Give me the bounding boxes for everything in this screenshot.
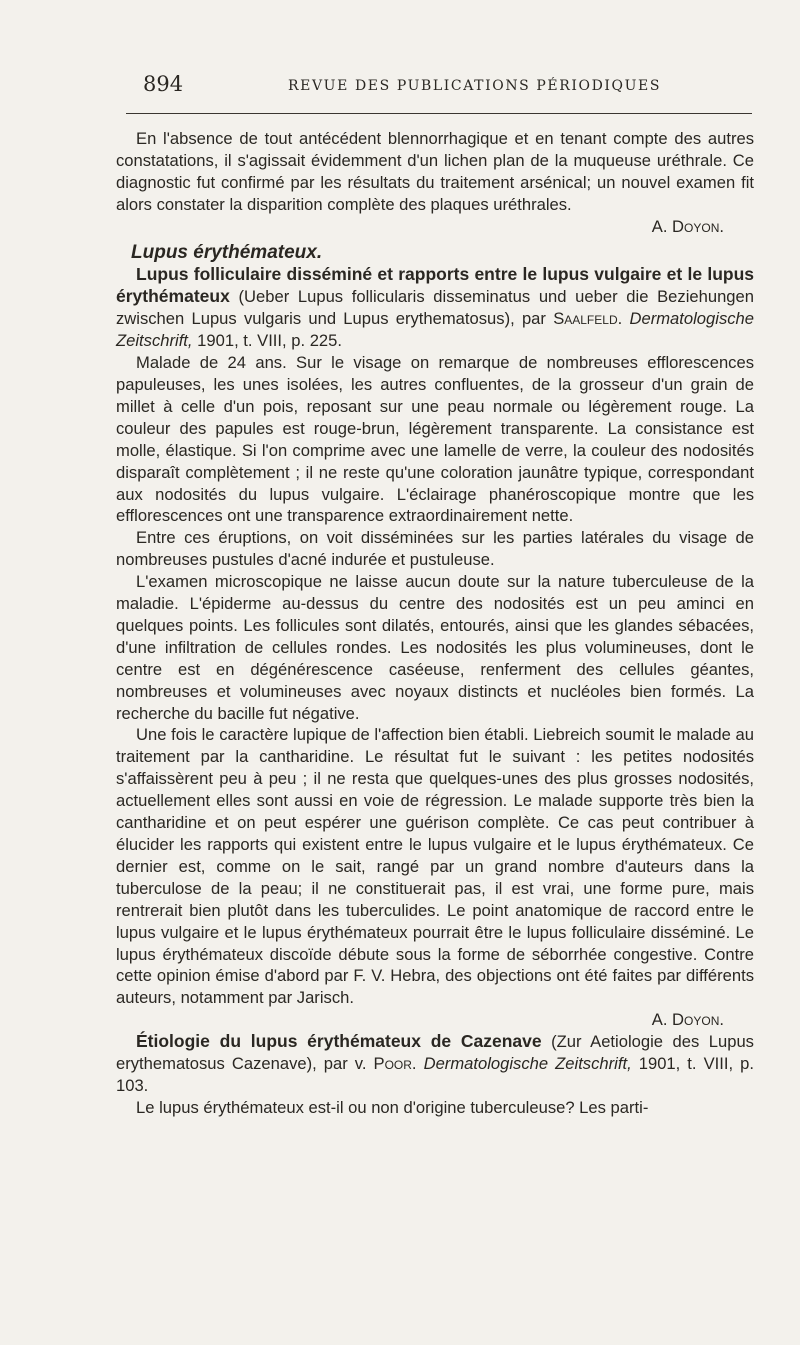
journal-name: Dermatologische Zeitschrift, xyxy=(423,1054,632,1074)
journal-name: Dermatologische Zeitschrift, xyxy=(116,309,754,351)
header-rule xyxy=(126,113,752,114)
body-text xyxy=(116,128,754,1119)
reference-details: 1901, t. VIII, p. 103. xyxy=(116,1054,754,1095)
paragraph: Une fois le caractère lupique de l'affection bien établi. Liebreich soumit le malade au traitement par la cantharidine. Le résultat fut le suivant : les petites nodosités s'affaissèrent peu à peu ; il ne resta que quelques-unes des plus grosses nodosités, actuellement elles sont aussi en voie de régression. Le malade supporte très bien la cantharidine et on peut espérer une guérison complète. Ce cas peut contribuer à élucider les rapports qui existent entre le lupus vulgaire et le lupus érythémateux. Ce dernier est, comme on le sait, rangé par un grand nombre d'auteurs dans la tuberculose de la peau; il ne constituerait pas, il est vrai, une forme pure, mais rentrerait bien plutôt dans les tuberculides. Le point anatomique de raccord entre le lupus vulgaire et le lupus érythémateux pourrait être le lupus folliculaire disséminé. Le lupus érythémateux discoïde débute sous la forme de séborrhée congestive. Contre cette opinion émise d'abord par F. V. Hebra, des objections ont été faites par différents auteurs, notamment par Jarisch. xyxy=(116,725,754,1008)
author-name: Saalfeld. xyxy=(553,309,623,329)
page-number: 894 xyxy=(143,72,184,96)
article-title: Étiologie du lupus érythémateux de Cazenave xyxy=(136,1031,542,1052)
paragraph: Malade de 24 ans. Sur le visage on remarque de nombreuses efflorescences papuleuses, les unes isolées, les autres confluentes, de la grosseur d'un grain de millet à celle d'un pois, reposant sur une peau normale ou légèrement rouge. La couleur des papules est rouge-brun, légèrement transparente. La consistance est molle, élastique. Si l'on comprime avec une lamelle de verre, la couleur des nodosités disparaît complètement ; il ne reste qu'une coloration jaunâtre typique, correspondant aux nodosités du lupus vulgaire. L'éclairage phanéroscopique montre que les efflorescences ont une transparence extraordinairement nette. xyxy=(116,353,754,526)
article-title: Lupus folliculaire disséminé et rapports entre le lupus vulgaire et le lupus érythémateux xyxy=(116,264,754,307)
paragraph: L'examen microscopique ne laisse aucun doute sur la nature tuberculeuse de la maladie. L'épiderme au-dessus du centre des nodosités est un peu aminci en quelques points. Les follicules sont dilatés, entourés, ainsi que les glandes sébacées, d'une infiltration de cellules rondes. Les nodosités les plus volumineuses, dont le centre est en dégénérescence caséeuse, renferment des cellules géantes, nombreuses et volumineuses avec noyaux distincts et nucléoles bien formés. La recherche du bacille fut négative. xyxy=(116,572,754,723)
article-reference xyxy=(116,264,754,352)
author-name: Poor. xyxy=(373,1054,417,1074)
paragraph: En l'absence de tout antécédent blennorrhagique et en tenant compte des autres constatations, il s'agissait évidemment d'un lichen plan de la muqueuse uréthrale. Ce diagnostic fut confirmé par les résultats du traitement arsénical; un nouvel examen fit alors constater la disparition complète des plaques uréthrales. xyxy=(116,129,754,214)
reference-text: (Zur Aetiologie des Lupus erythematosus Cazenave), par v. xyxy=(116,1032,754,1074)
article-reference xyxy=(116,1031,754,1097)
paragraph: Entre ces éruptions, on voit disséminées sur les parties latérales du visage de nombreuses pustules d'acné indurée et pustuleuse. xyxy=(116,528,754,570)
section-title: Lupus érythémateux. xyxy=(131,241,323,263)
paragraph: Le lupus érythémateux est-il ou non d'origine tuberculeuse? Les parti- xyxy=(136,1097,649,1117)
reference-details: 1901, t. VIII, p. 225. xyxy=(197,331,342,351)
running-title: REVUE DES PUBLICATIONS PÉRIODIQUES xyxy=(288,78,662,94)
page-header xyxy=(143,72,753,98)
signature: A. Doyon. xyxy=(651,216,724,236)
signature: A. Doyon. xyxy=(651,1010,724,1030)
reference-text: (Ueber Lupus follicularis disseminatus und ueber die Beziehungen zwischen Lupus vulgaris und Lupus erythematosus), par xyxy=(116,287,754,329)
